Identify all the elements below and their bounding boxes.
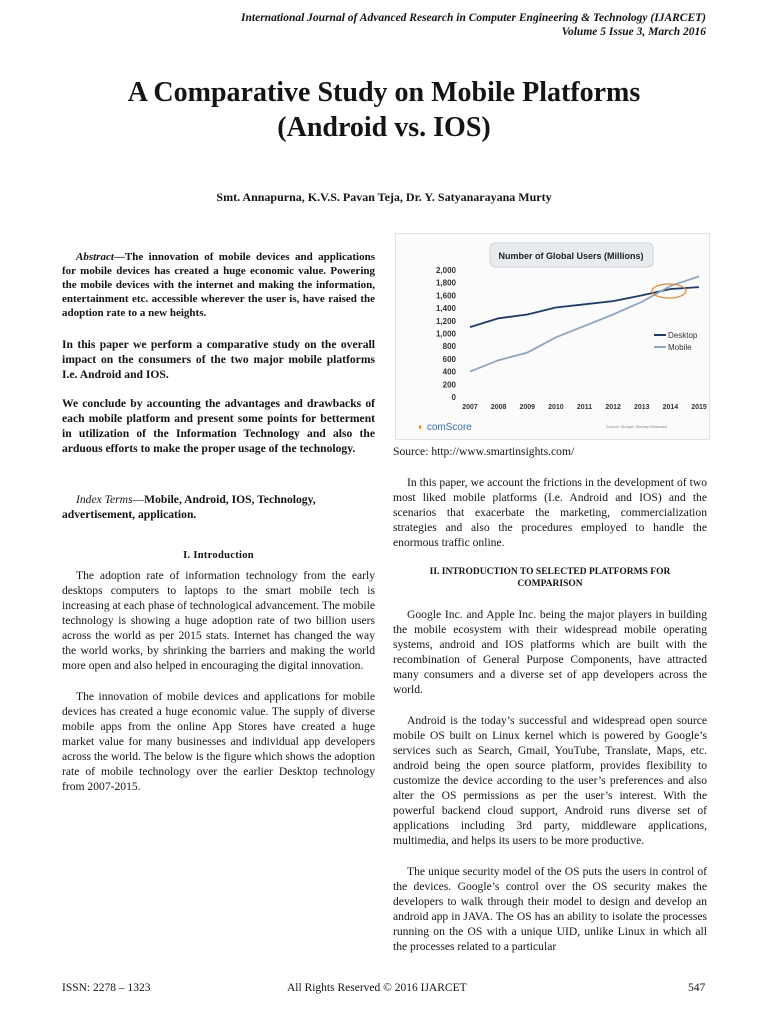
section-1-paragraph-2: The innovation of mobile devices and applications for mobile devices has created a huge economic value. The supply of diverse mobile apps from the online App Stores have created a huge market value for many businesses and individual app developers across the world. The below is the figure which shows the adoption rate of mobile technology over the earlier Desktop technology from 2007-2015. — [62, 690, 375, 793]
x-tick-label: 2011 — [576, 404, 593, 411]
abstract-paragraph — [62, 250, 375, 320]
abstract-paragraph-2: In this paper we perform a comparative study on the overall impact on the consumers of the two major mobile platforms I.e. Android and IOS. — [62, 338, 375, 381]
y-tick-label: 1,000 — [435, 329, 456, 339]
section-2-heading — [393, 566, 707, 590]
section-1-heading: I. Introduction — [183, 550, 254, 561]
y-tick-label: 2,000 — [435, 266, 456, 275]
footer-rights: All Rights Reserved © 2016 IJARCET — [287, 982, 467, 994]
abstract-dash: — — [113, 251, 125, 263]
index-terms-paragraph — [62, 492, 375, 522]
index-terms-text: Mobile, Android, IOS, Technology, advertisement, application. — [62, 493, 316, 521]
comscore-logo-text: comScore — [426, 422, 472, 433]
line-chart — [396, 234, 709, 439]
section-1-paragraph-1: The adoption rate of information technology from the early desktops computers to laptops to the smart mobile tech is increasing at each phase of technological advancement. The mobile technology is showing a huge adoption rate of two billion users across the world as per 2015 stats. Internet has changed the way the world works, by shrinking the barriers and making the world more open and also helped in encouraging the digital innovation. — [62, 569, 376, 672]
x-tick-label: 2009 — [519, 404, 536, 411]
y-tick-label: 200 — [442, 380, 456, 390]
section-2-heading-line2: COMPARISON — [517, 579, 583, 589]
x-tick-label: 2010 — [548, 404, 564, 411]
x-tick-label: 2007 — [462, 404, 478, 411]
legend-label-mobile: Mobile — [668, 343, 692, 352]
authors: Smt. Annapurna, K.V.S. Pavan Teja, Dr. Y. Satyanarayana Murty — [216, 190, 552, 204]
section-2-paragraph-2: Android is the today’s successful and widespread open source mobile OS built on Linux kernel which is powered by Google’s services such as Search, Gmail, YouTube, Translate, Maps, etc. android being the open source platform, provides flexibility to customize the device according to the user’s preferences and also alter the OS permissions as per the user’s interest. With the powerful backend cloud support, Android runs diverse set of applications including 3rd party, middleware applications, multimedia, and helps its users to be more productive. — [393, 714, 707, 847]
x-tick-label: 2008 — [490, 404, 507, 411]
abstract-paragraph-3: We conclude by accounting the advantages and drawbacks of each mobile platform and present some points for betterment in utilization of the Information Technology and also the arduous efforts to make the proper usage of the technology. — [62, 397, 375, 455]
x-tick-label: 2015 — [691, 404, 707, 411]
index-terms-dash: — — [132, 493, 145, 506]
right-intro — [393, 475, 707, 564]
page-number: 547 — [688, 982, 706, 994]
section-2-paragraph-1: Google Inc. and Apple Inc. being the major players in building the mobile ecosystem with their widespread mobile operating systems, android and IOS platforms which are built with the recombination of General Purpose Components, have attracted many consumers and a diverse set of app developers across the world. — [393, 608, 707, 696]
y-tick-label: 0 — [451, 393, 456, 402]
abstract-text: The innovation of mobile devices and applications for mobile devices has created a huge economic value. Powering the mobile devices with the internet and making the information, entertainment etc. accessible wherever the user is, have raised the adoption rate to a new heights. — [62, 251, 375, 319]
section-2-paragraph-3: The unique security model of the OS puts the users in control of the devices. Google’s control over the OS security makes the developers to walk through their model to design and develop an android app in JAVA. The OS has an ability to isolate the processes running on the OS with a unique UID, unlike Linux in which all the processes related to a particular — [393, 865, 707, 953]
y-tick-label: 1,600 — [435, 291, 456, 301]
legend-label-desktop: Desktop — [668, 331, 698, 340]
chart-footnote: Source: Morgan Stanley Research — [606, 424, 668, 429]
y-tick-label: 800 — [442, 342, 456, 352]
index-terms — [62, 492, 375, 536]
paper-title-line1: A Comparative Study on Mobile Platforms — [127, 77, 641, 108]
section-1-body — [62, 568, 375, 808]
figure-source: Source: http://www.smartinsights.com/ — [393, 445, 575, 458]
comscore-logo — [418, 422, 472, 433]
y-tick-label: 1,200 — [435, 316, 456, 326]
section-2-heading-line1: II. INTRODUCTION TO SELECTED PLATFORMS FOR — [429, 567, 671, 577]
y-tick-label: 1,800 — [435, 278, 456, 288]
journal-volume: Volume 5 Issue 3, March 2016 — [561, 26, 706, 38]
x-tick-label: 2013 — [633, 404, 650, 411]
section-2-body — [393, 607, 707, 968]
index-terms-label: Index Terms — [76, 493, 133, 506]
footer-issn: ISSN: 2278 – 1323 — [62, 982, 151, 994]
chart-title: Number of Global Users (Millions) — [498, 251, 644, 261]
abstract-label: Abstract — [76, 251, 114, 263]
abstract-block — [62, 250, 375, 470]
y-tick-label: 600 — [442, 354, 456, 364]
right-intro-paragraph: In this paper, we account the frictions in the development of two most liked mobile platforms (I.e. Android and IOS) and the scenarios that exacerbate the marketing, commercialization strategies and also the procedures employed to handle the enormous traffic online. — [393, 476, 707, 549]
series-line-desktop — [470, 287, 699, 327]
journal-name: International Journal of Advanced Research in Computer Engineering & Technology (IJARCET) — [241, 12, 706, 24]
y-tick-label: 1,400 — [435, 304, 456, 314]
paper-title-line2: (Android vs. IOS) — [277, 112, 491, 143]
figure-chart — [395, 233, 710, 440]
x-tick-label: 2012 — [605, 404, 621, 411]
comscore-logo-mark: ◐ — [418, 422, 427, 433]
x-tick-label: 2014 — [662, 404, 679, 411]
y-tick-label: 400 — [442, 367, 456, 377]
